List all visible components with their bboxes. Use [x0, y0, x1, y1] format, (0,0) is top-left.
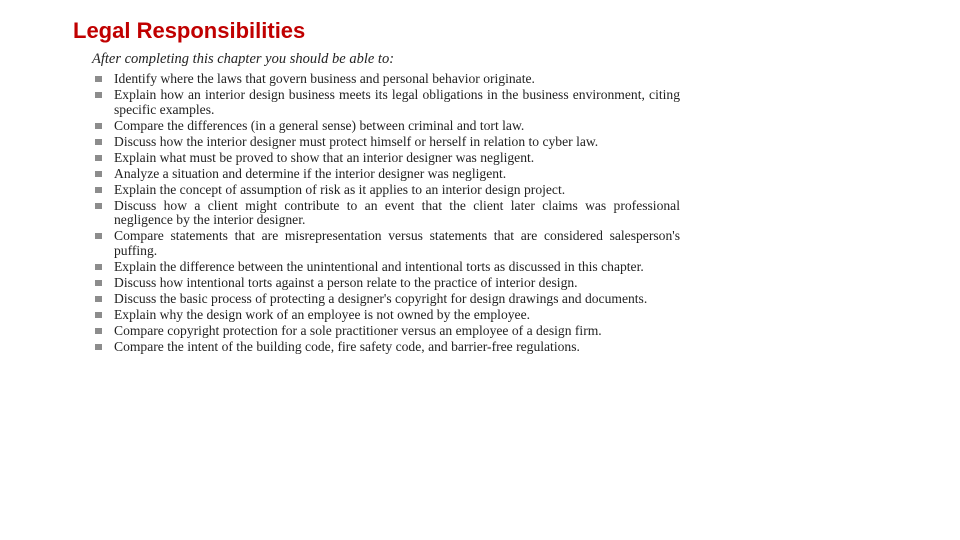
objectives-intro: After completing this chapter you should be able to:: [92, 51, 395, 67]
square-bullet-icon: [95, 187, 102, 193]
square-bullet-icon: [95, 280, 102, 286]
objective-text: Explain how an interior design business meets its legal obligations in the business environment, citing specific examples.: [114, 86, 680, 117]
objective-text: Discuss how the interior designer must protect himself or herself in relation to cyber law.: [114, 133, 599, 149]
square-bullet-icon: [95, 76, 102, 82]
objective-text: Explain the difference between the unintentional and intentional torts as discussed in this chapter.: [114, 259, 644, 275]
list-item: [92, 167, 680, 182]
square-bullet-icon: [95, 312, 102, 318]
objective-text: Explain what must be proved to show that an interior designer was negligent.: [114, 149, 535, 165]
objective-text: Explain why the design work of an employee is not owned by the employee.: [114, 307, 531, 323]
objective-text: Discuss the basic process of protecting a designer's copyright for design drawings and documents.: [114, 291, 648, 307]
square-bullet-icon: [95, 344, 102, 350]
list-item: [92, 292, 680, 307]
square-bullet-icon: [95, 155, 102, 161]
square-bullet-icon: [95, 139, 102, 145]
list-item: [92, 135, 680, 150]
list-item: [92, 199, 680, 229]
list-item: [92, 260, 680, 275]
square-bullet-icon: [95, 264, 102, 270]
objective-text: Identify where the laws that govern business and personal behavior originate.: [114, 71, 535, 86]
list-item: [92, 151, 680, 166]
objective-text: Analyze a situation and determine if the interior designer was negligent.: [114, 165, 507, 181]
square-bullet-icon: [95, 92, 102, 98]
list-item: [92, 183, 680, 198]
square-bullet-icon: [95, 171, 102, 177]
list-item: [92, 324, 680, 339]
objective-text: Explain the concept of assumption of risk as it applies to an interior design project.: [114, 181, 566, 197]
list-item: [92, 229, 680, 259]
list-item: [92, 88, 680, 118]
square-bullet-icon: [95, 233, 102, 239]
square-bullet-icon: [95, 296, 102, 302]
square-bullet-icon: [95, 328, 102, 334]
objective-text: Compare copyright protection for a sole practitioner versus an employee of a design firm.: [114, 323, 602, 339]
objective-text: Compare statements that are misrepresentation versus statements that are considered salesperson's puffing.: [114, 228, 680, 259]
list-item: [92, 119, 680, 134]
square-bullet-icon: [95, 123, 102, 129]
objective-text: Discuss how a client might contribute to an event that the client later claims was professional negligence by the interior designer.: [114, 197, 680, 228]
scanned-objectives-excerpt: [92, 50, 680, 510]
list-item: [92, 72, 680, 87]
objectives-list: [92, 72, 680, 355]
slide-title: Legal Responsibilities: [73, 18, 306, 43]
square-bullet-icon: [95, 203, 102, 209]
objective-text: Discuss how intentional torts against a person relate to the practice of interior design.: [114, 275, 578, 291]
objective-text: Compare the intent of the building code, fire safety code, and barrier-free regulations.: [114, 339, 580, 355]
objective-text: Compare the differences (in a general sense) between criminal and tort law.: [114, 117, 525, 133]
list-item: [92, 340, 680, 355]
list-item: [92, 276, 680, 291]
list-item: [92, 308, 680, 323]
